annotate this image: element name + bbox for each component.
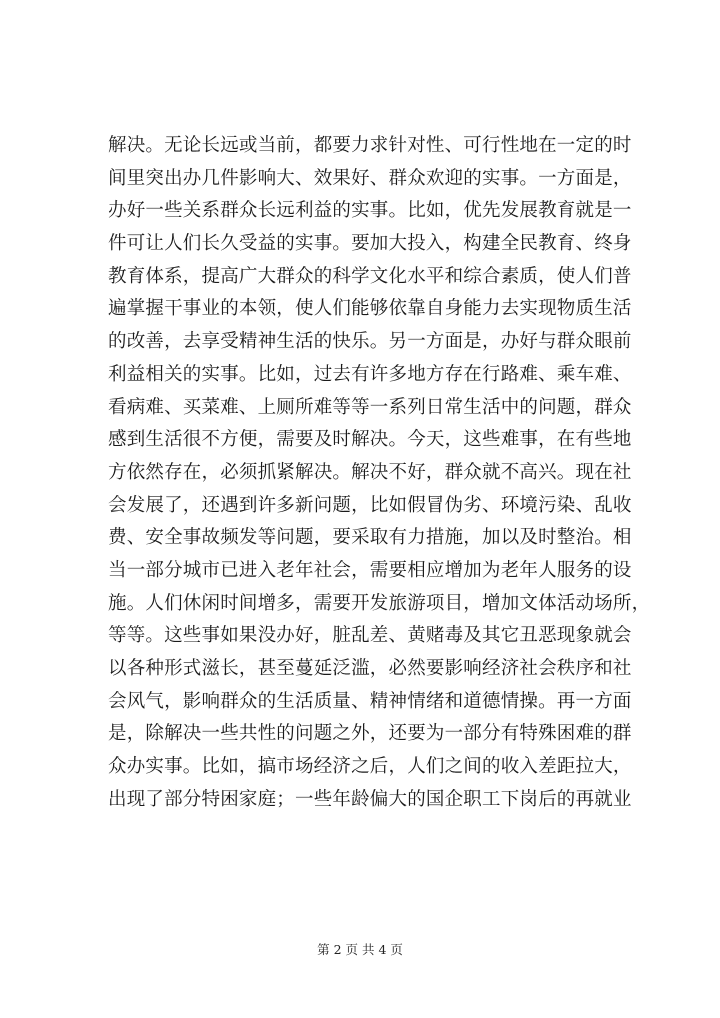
text-line: 教育体系，提高广大群众的科学文化水平和综合素质，使人们普 (108, 265, 632, 287)
text-line: 间里突出办几件影响大、效果好、群众欢迎的实事。一方面是， (108, 167, 632, 189)
text-line: 方依然存在，必须抓紧解决。解决不好，群众就不高兴。现在社 (108, 461, 632, 483)
text-line: 件可让人们长久受益的实事。要加大投入，构建全民教育、终身 (108, 233, 632, 255)
text-line: 的改善，去享受精神生活的快乐。另一方面是，办好与群众眼前 (108, 331, 632, 353)
text-line: 是，除解决一些共性的问题之外，还要为一部分有特殊困难的群 (108, 723, 632, 745)
text-line: 会发展了，还遇到许多新问题，比如假冒伪劣、环境污染、乱收 (108, 494, 632, 516)
body-text (108, 130, 651, 816)
text-line: 费、安全事故频发等问题，要采取有力措施，加以及时整治。相 (108, 527, 632, 549)
text-line: 遍掌握干事业的本领，使人们能够依靠自身能力去实现物质生活 (108, 298, 632, 320)
text-line: 施。人们休闲时间增多，需要开发旅游项目，增加文体活动场所， (108, 592, 651, 614)
text-line: 看病难、买菜难、上厕所难等等一系列日常生活中的问题，群众 (108, 396, 632, 418)
text-line: 当一部分城市已进入老年社会，需要相应增加为老年人服务的设 (108, 559, 632, 581)
text-line: 等等。这些事如果没办好，脏乱差、黄赌毒及其它丑恶现象就会 (108, 625, 632, 647)
text-line: 感到生活很不方便，需要及时解决。今天，这些难事，在有些地 (108, 429, 632, 451)
text-line: 会风气，影响群众的生活质量、精神情绪和道德情操。再一方面 (108, 690, 632, 712)
text-line: 众办实事。比如，搞市场经济之后，人们之间的收入差距拉大， (108, 756, 632, 778)
text-line: 办好一些关系群众长远利益的实事。比如，优先发展教育就是一 (108, 200, 632, 222)
text-line: 解决。无论长远或当前，都要力求针对性、可行性地在一定的时 (108, 135, 632, 156)
text-line: 利益相关的实事。比如，过去有许多地方存在行路难、乘车难、 (108, 363, 632, 385)
page-footer: 第 2 页 共 4 页 (317, 942, 403, 957)
text-line: 以各种形式滋长，甚至蔓延泛滥，必然要影响经济社会秩序和社 (108, 658, 632, 679)
text-line: 出现了部分特困家庭；一些年龄偏大的国企职工下岗后的再就业 (108, 788, 632, 810)
